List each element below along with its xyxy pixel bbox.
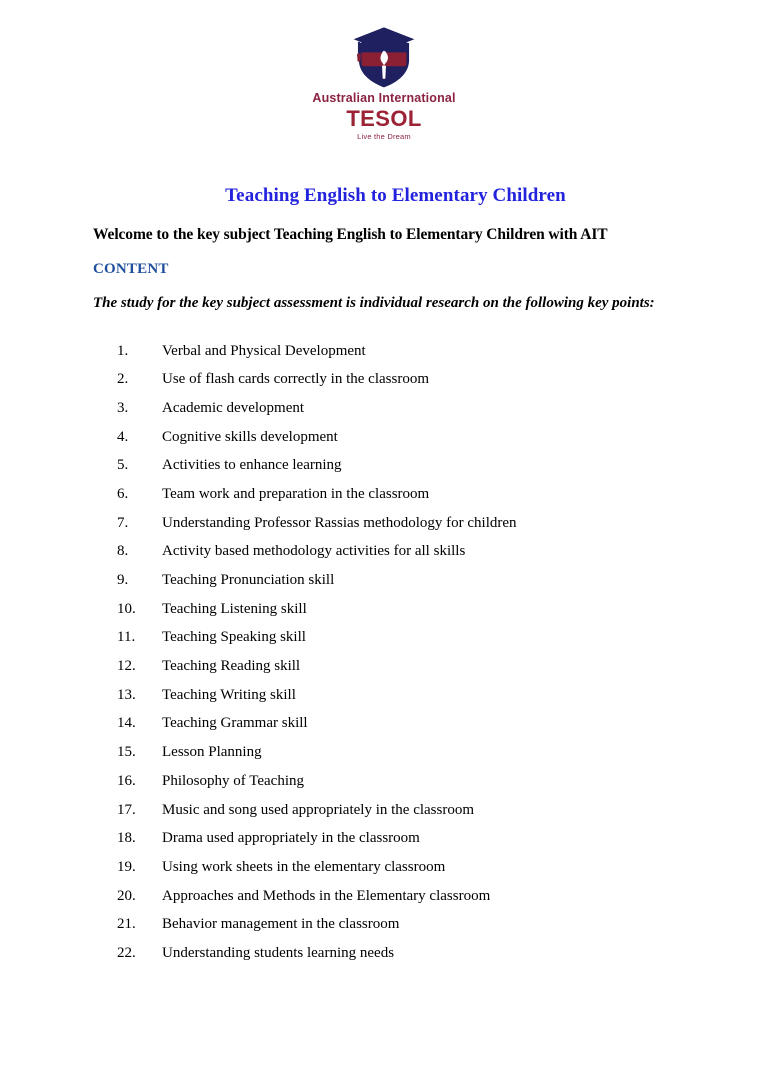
list-item-number: 18. xyxy=(117,830,136,847)
list-item-label: Using work sheets in the elementary classroom xyxy=(162,858,446,875)
list-item-number: 10. xyxy=(117,600,136,617)
list-item xyxy=(93,831,698,860)
list-item-label: Understanding Professor Rassias methodology for children xyxy=(162,514,517,531)
list-item-number: 9. xyxy=(117,572,129,589)
list-item-label: Use of flash cards correctly in the classroom xyxy=(162,371,429,388)
list-item xyxy=(93,573,698,602)
page-title: Teaching English to Elementary Children xyxy=(225,184,566,206)
list-item-number: 15. xyxy=(117,744,136,761)
list-item xyxy=(93,401,698,430)
list-item-number: 8. xyxy=(117,543,129,560)
list-item xyxy=(93,544,698,573)
list-item xyxy=(93,458,698,487)
list-item-number: 16. xyxy=(117,772,136,789)
list-item-number: 12. xyxy=(117,658,136,675)
list-item xyxy=(93,344,698,373)
graduation-cap-shield-torch-icon xyxy=(351,26,417,88)
list-item-number: 21. xyxy=(117,916,136,933)
list-item-label: Activity based methodology activities for all skills xyxy=(162,543,466,560)
list-item-label: Teaching Pronunciation skill xyxy=(162,572,335,589)
logo-brand-name: TESOL xyxy=(346,105,422,131)
list-item xyxy=(93,430,698,459)
list-item-number: 7. xyxy=(117,514,129,531)
list-item-label: Teaching Speaking skill xyxy=(162,629,306,646)
welcome-line: Welcome to the key subject Teaching English to Elementary Children with AIT xyxy=(93,225,608,243)
list-item-label: Teaching Listening skill xyxy=(162,600,307,617)
list-item-number: 2. xyxy=(117,371,129,388)
list-item xyxy=(93,516,698,545)
key-points-list xyxy=(93,314,698,975)
list-item-number: 13. xyxy=(117,686,136,703)
list-item-number: 17. xyxy=(117,801,136,818)
list-item xyxy=(93,602,698,631)
intro-paragraph: The study for the key subject assessment is individual research on the following key points: xyxy=(93,294,655,311)
list-item-label: Cognitive skills development xyxy=(162,428,338,445)
letterhead-logo xyxy=(0,0,768,141)
list-item xyxy=(93,946,698,975)
list-item xyxy=(93,630,698,659)
list-item-number: 6. xyxy=(117,485,129,502)
list-item-number: 1. xyxy=(117,342,129,359)
list-item-number: 3. xyxy=(117,399,129,416)
list-item-label: Teaching Writing skill xyxy=(162,686,296,703)
list-item xyxy=(93,774,698,803)
list-item xyxy=(93,372,698,401)
list-item-number: 19. xyxy=(117,858,136,875)
logo-tagline: Live the Dream xyxy=(357,131,411,141)
list-item-number: 14. xyxy=(117,715,136,732)
list-item-label: Philosophy of Teaching xyxy=(162,772,304,789)
list-item-label: Teaching Grammar skill xyxy=(162,715,308,732)
list-item xyxy=(93,716,698,745)
list-item-number: 5. xyxy=(117,457,129,474)
list-item-label: Team work and preparation in the classroom xyxy=(162,485,430,502)
list-item-number: 4. xyxy=(117,428,129,445)
list-item-label: Drama used appropriately in the classroom xyxy=(162,830,420,847)
list-item-label: Academic development xyxy=(162,399,305,416)
list-item-label: Activities to enhance learning xyxy=(162,457,342,474)
list-item-number: 11. xyxy=(117,629,136,646)
list-item xyxy=(93,803,698,832)
list-item xyxy=(93,659,698,688)
list-item xyxy=(93,860,698,889)
list-item xyxy=(93,889,698,918)
list-item-label: Understanding students learning needs xyxy=(162,944,395,961)
document-body xyxy=(0,141,768,975)
list-item-label: Music and song used appropriately in the classroom xyxy=(162,801,475,818)
list-item-label: Teaching Reading skill xyxy=(162,658,301,675)
logo-organization-name: Australian International xyxy=(312,91,456,105)
list-item xyxy=(93,917,698,946)
list-item-number: 22. xyxy=(117,944,136,961)
list-item-label: Verbal and Physical Development xyxy=(162,342,366,359)
content-heading: CONTENT xyxy=(93,260,169,277)
list-item-number: 20. xyxy=(117,887,136,904)
list-item-label: Lesson Planning xyxy=(162,744,262,761)
list-item xyxy=(93,688,698,717)
list-item xyxy=(93,487,698,516)
list-item xyxy=(93,745,698,774)
list-item-label: Approaches and Methods in the Elementary classroom xyxy=(162,887,491,904)
list-item-label: Behavior management in the classroom xyxy=(162,916,400,933)
